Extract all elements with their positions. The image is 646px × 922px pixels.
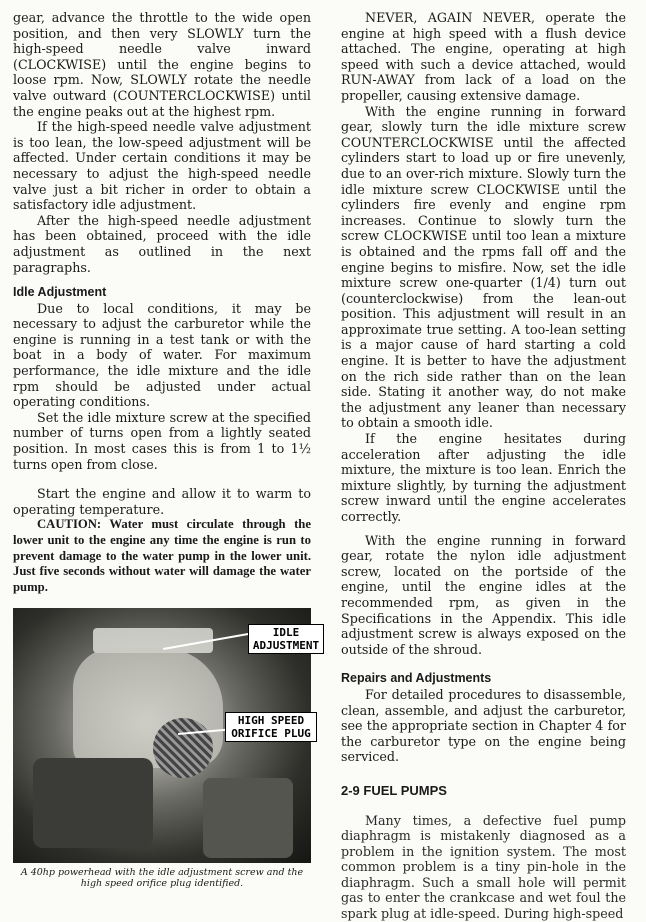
high-speed-orifice-plug-label: HIGH SPEED ORIFICE PLUG: [225, 712, 317, 742]
section-subheading-idle-adjustment: Idle Adjustment: [13, 285, 107, 300]
caution-note: CAUTION: Water must circulate through the lower unit to the engine any time the engine is run to prevent damage to the water pump in the lower unit. Just five seconds without water will damage the water pump.: [13, 517, 311, 594]
idle-adjustment-label: IDLE ADJUSTMENT: [248, 624, 324, 654]
paragraph: Start the engine and allow it to warm to operating temperature.: [13, 486, 311, 517]
left-column: [13, 10, 320, 890]
powerhead-photo: [13, 608, 320, 863]
paragraph: Set the idle mixture screw at the specified number of turns open from a lightly seated position. In most cases this is from 1 to 1½ turns open from close.: [13, 409, 311, 472]
figure-caption: A 40hp powerhead with the idle adjustment screw and the high speed orifice plug identified.: [20, 867, 304, 890]
right-column: [341, 10, 626, 922]
paragraph: With the engine running in forward gear, slowly turn the idle mixture screw COUNTERCLOCKWISE until the affected cylinders start to load up or fire unevenly, due to an over-rich mixture. Slowly turn the idle mixture screw CLOCKWISE until the cylinders fire evenly and engine rpm increases. Continue to slowly turn the screw CLOCKWISE until too lean a mixture is obtained and the rpms fall off and the engine begins to misfire. Now, set the idle mixture screw one-quarter (1/4) turn out (counterclockwise) from the lean-out position. This adjustment will result in an approximate true setting. A too-lean setting is a major cause of hard starting a cold engine. It is better to have the adjustment on the rich side rather than on the lean side. Stating it another way, do not make the adjustment any leaner than necessary to obtain a smooth idle.: [341, 103, 626, 431]
paragraph: If the engine hesitates during acceleration after adjusting the idle mixture, the mixture is too lean. Enrich the mixture slightly, by turning the adjustment screw inward until the engine accelerates correctly.: [341, 431, 626, 524]
paragraph: Due to local conditions, it may be necessary to adjust the carburetor while the engine is running in a test tank or with the boat in a body of water. For maximum performance, the idle mixture and the idle rpm should be adjusted under actual operating conditions.: [13, 300, 311, 410]
section-subheading-repairs: Repairs and Adjustments: [341, 671, 492, 686]
paragraph: For detailed procedures to disassemble, clean, assemble, and adjust the carburetor, see the appropriate section in Chapter 4 for the carburetor type on the engine being serviced.: [341, 686, 626, 765]
paragraph: Many times, a defective fuel pump diaphragm is mistakenly diagnosed as a problem in the ignition system. The most common problem is a tiny pin-hole in the diaphragm. Such a small hole will permit gas to enter the crankcase and wet foul the spark plug at idle-speed. During high-speed: [341, 812, 626, 922]
paragraph: If the high-speed needle valve adjustment is too lean, the low-speed adjustment will be affected. Under certain conditions it may be necessary to adjust the high-speed needle valve just a bit richer in order to obtain a satisfactory idle adjustment.: [13, 119, 311, 213]
paragraph: With the engine running in forward gear, rotate the nylon idle adjustment screw, located on the portside of the engine, until the engine idles at the recommended rpm, as given in the Specifications in the Appendix. This idle adjustment screw is always exposed on the outside of the shroud.: [341, 532, 626, 657]
section-heading-fuel-pumps: 2-9 FUEL PUMPS: [341, 782, 447, 798]
paragraph: After the high-speed needle adjustment has been obtained, proceed with the idle adjustment as outlined in the next paragraphs.: [13, 212, 311, 275]
paragraph: NEVER, AGAIN NEVER, operate the engine at high speed with a flush device attached. The engine, operating at high speed with such a device attached, would RUN-AWAY from lack of a load on the propeller, causing extensive damage.: [341, 10, 626, 103]
paragraph: gear, advance the throttle to the wide open position, and then very SLOWLY turn the high-speed needle valve inward (CLOCKWISE) until the engine begins to loose rpm. Now, SLOWLY rotate the needle valve outward (COUNTERCLOCKWISE) until the engine peaks out at the highest rpm.: [13, 10, 311, 119]
